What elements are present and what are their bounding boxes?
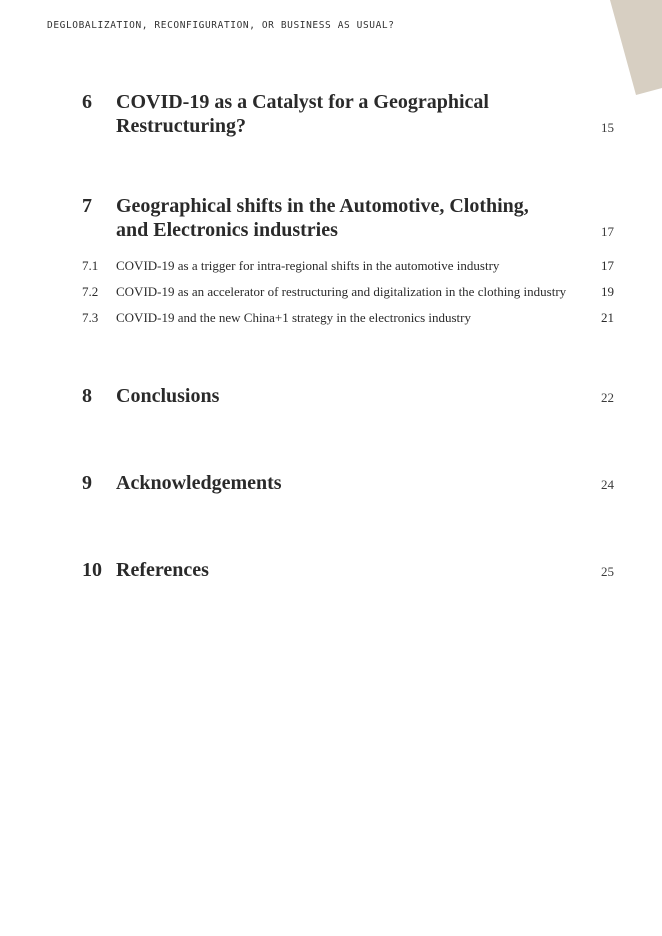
section-title: COVID-19 as a trigger for intra-regional shifts in the automotive industry xyxy=(116,258,500,273)
chapter-title: Geographical shifts in the Automotive, Clothing, and Electronics industries xyxy=(116,195,529,241)
toc-section-7-3[interactable] xyxy=(82,310,614,326)
section-page-number: 21 xyxy=(601,310,614,325)
chapter-number: 10 xyxy=(82,559,102,581)
section-number: 7.2 xyxy=(82,284,99,299)
running-header: DEGLOBALIZATION, RECONFIGURATION, OR BUSINESS AS USUAL? xyxy=(47,20,395,31)
chapter-title: COVID-19 as a Catalyst for a Geographical Restructuring? xyxy=(116,91,489,137)
section-number: 7.1 xyxy=(82,258,99,273)
chapter-page-number: 15 xyxy=(601,120,614,135)
toc-chapter-10[interactable] xyxy=(82,558,614,582)
section-title: COVID-19 and the new China+1 strategy in the electronics industry xyxy=(116,310,471,325)
section-title: COVID-19 as an accelerator of restructuring and digitalization in the clothing industry xyxy=(116,284,567,299)
chapter-number: 7 xyxy=(82,195,92,217)
section-page-number: 17 xyxy=(601,258,614,273)
chapter-page-number: 22 xyxy=(601,390,614,405)
chapter-title: Conclusions xyxy=(116,385,220,407)
toc-chapter-9[interactable] xyxy=(82,471,614,495)
chapter-page-number: 24 xyxy=(601,477,614,492)
toc-chapter-7[interactable] xyxy=(82,194,614,242)
chapter-page-number: 17 xyxy=(601,224,614,239)
chapter-number: 6 xyxy=(82,91,92,113)
chapter-number: 8 xyxy=(82,385,92,407)
toc-section-7-1[interactable] xyxy=(82,258,614,274)
chapter-number: 9 xyxy=(82,472,92,494)
toc-section-7-2[interactable] xyxy=(82,284,614,300)
section-page-number: 19 xyxy=(601,284,614,299)
section-number: 7.3 xyxy=(82,310,99,325)
toc-chapter-8[interactable] xyxy=(82,384,614,408)
chapter-title: Acknowledgements xyxy=(116,472,282,494)
chapter-title: References xyxy=(116,559,209,581)
toc-chapter-6[interactable] xyxy=(82,90,614,138)
chapter-page-number: 25 xyxy=(601,564,614,579)
